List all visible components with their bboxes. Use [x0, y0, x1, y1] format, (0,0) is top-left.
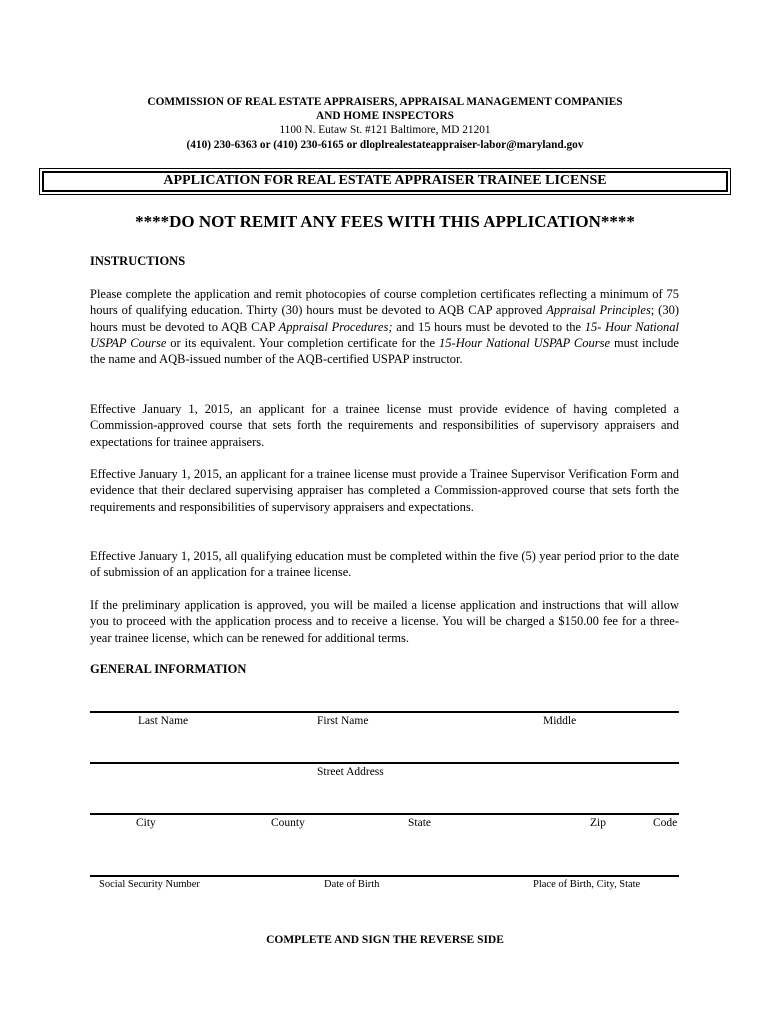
ssn-dob-pob-line[interactable]	[90, 875, 679, 877]
county-label: County	[271, 817, 305, 829]
p1-italic-appraisal-principles: Appraisal Principles	[546, 303, 651, 318]
city-county-state-zip-line[interactable]	[90, 813, 679, 815]
page-title: APPLICATION FOR REAL ESTATE APPRAISER TRAINEE LICENSE	[42, 171, 728, 192]
code-label: Code	[653, 817, 678, 829]
general-information-heading: GENERAL INFORMATION	[90, 662, 247, 676]
last-name-label: Last Name	[138, 715, 189, 727]
header-line-1: COMMISSION OF REAL ESTATE APPRAISERS, APPRAISAL MANAGEMENT COMPANIES	[147, 96, 623, 108]
first-name-label: First Name	[317, 715, 369, 727]
street-address-label: Street Address	[317, 766, 384, 778]
p1-text-e: and 15 hours must be devoted to the	[392, 319, 585, 334]
p1-italic-uspap-course-2: 15-Hour National USPAP Course	[439, 335, 611, 350]
instructions-heading: INSTRUCTIONS	[90, 254, 186, 268]
header-contact: (410) 230-6363 or (410) 230-6165 or dloplrealestateappraiser-labor@maryland.gov	[186, 138, 584, 151]
header-line-2: AND HOME INSPECTORS	[316, 110, 454, 123]
date-of-birth-label: Date of Birth	[324, 879, 380, 890]
middle-name-label: Middle	[543, 715, 577, 727]
footer-note: COMPLETE AND SIGN THE REVERSE SIDE	[266, 934, 504, 946]
p1-text-a: Please complete the application and remit photocopies of course completion certificates reflecting a minimum of 75 hours of qualifying education. Thirty (30) hours must be devoted to AQB CAP approved	[90, 287, 679, 318]
p1-text-g: or its equivalent. Your completion certificate for the	[166, 335, 440, 350]
fee-warning: ****DO NOT REMIT ANY FEES WITH THIS APPLICATION****	[135, 212, 635, 231]
commission-header	[0, 95, 770, 152]
header-address: 1100 N. Eutaw St. #121 Baltimore, MD 21201	[279, 124, 491, 137]
ssn-label: Social Security Number	[99, 879, 200, 890]
instructions-paragraph-4: Effective January 1, 2015, all qualifying education must be completed within the five (5) year period prior to the date of submission of an application for a trainee license.	[90, 549, 679, 580]
zip-label: Zip	[590, 817, 606, 829]
street-address-line[interactable]	[90, 762, 679, 764]
name-line[interactable]	[90, 711, 679, 713]
instructions-paragraph-3: Effective January 1, 2015, an applicant for a trainee license must provide a Trainee Supervisor Verification Form and evidence that their declared supervising appraiser has completed a Commission-approved course that sets forth the requirements and responsibilities of supervisory appraisers and expectations.	[90, 467, 679, 514]
p1-text-i: must include the name and AQB-issued number of the AQB-certified USPAP instructor.	[90, 335, 679, 367]
p1-italic-appraisal-procedures: Appraisal Procedures;	[278, 319, 393, 334]
instructions-paragraph-1	[90, 286, 679, 367]
place-of-birth-label: Place of Birth, City, State	[533, 879, 641, 890]
p1-italic-uspap-course: 15- Hour National USPAP Course	[90, 319, 680, 350]
city-label: City	[136, 817, 156, 829]
instructions-paragraph-2: Effective January 1, 2015, an applicant for a trainee license must provide evidence of having completed a Commission-approved course that sets forth the requirements and responsibilities of supervisory appraisers and expectations for trainee appraisers.	[90, 402, 679, 449]
instructions-paragraph-5: If the preliminary application is approved, you will be mailed a license application and instructions that will allow you to proceed with the application process and to receive a license. You will be charged a $150.00 fee for a three-year trainee license, which can be renewed for additional terms.	[90, 598, 679, 645]
state-label: State	[408, 817, 431, 829]
p1-text-c: ; (30) hours must be devoted to AQB CAP	[90, 303, 679, 334]
title-box	[39, 168, 731, 195]
